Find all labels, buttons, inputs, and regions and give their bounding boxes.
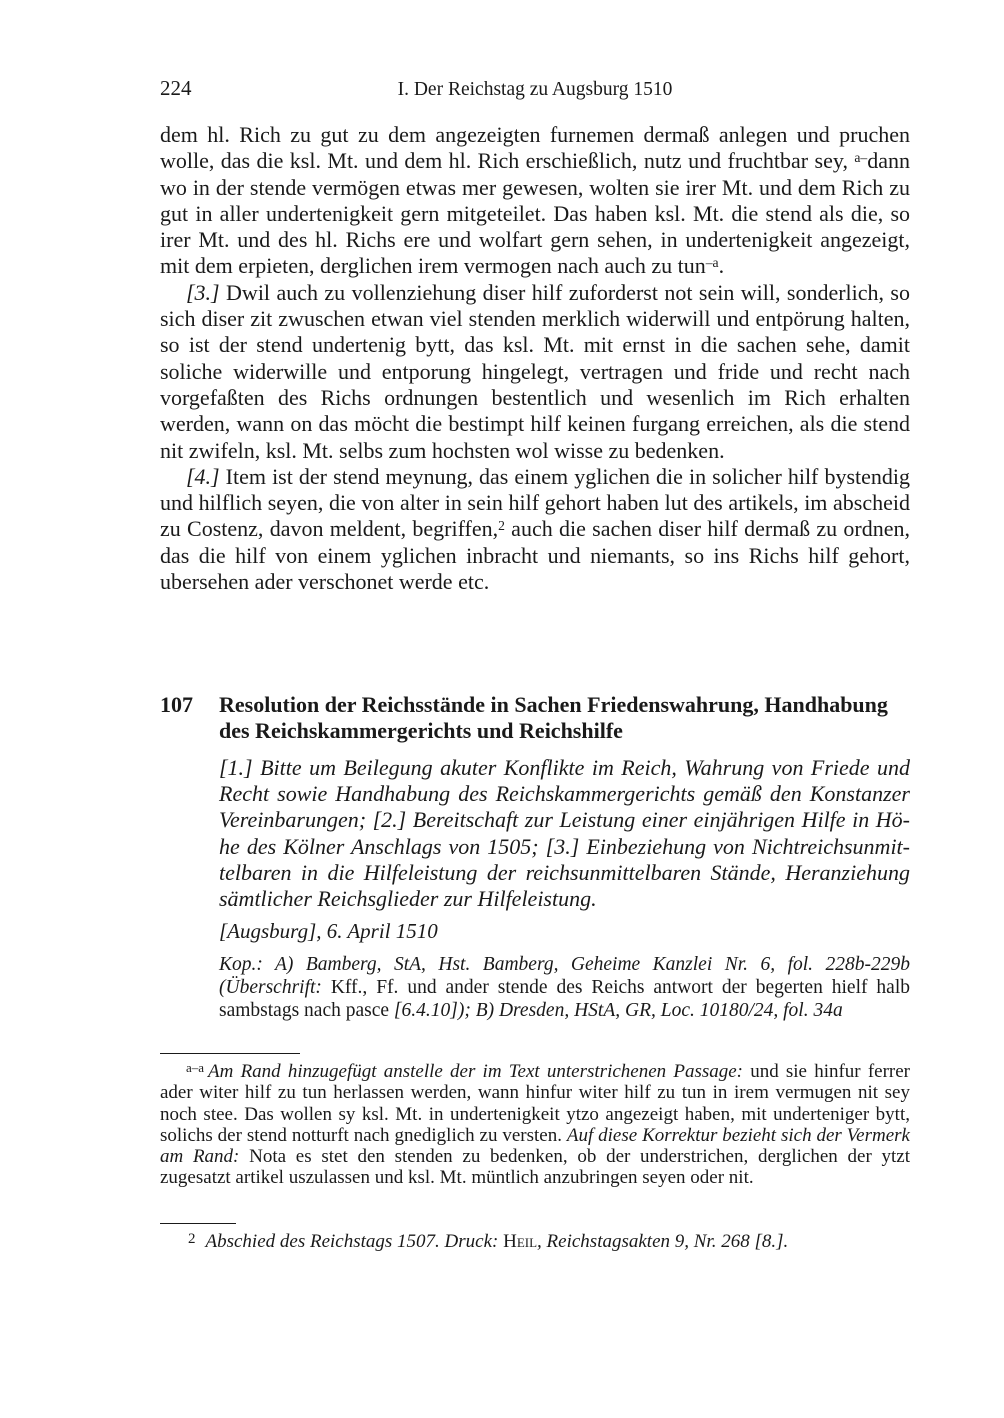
document-title: Resolution der Reichsstände in Sachen Friedenswahrung, Handhabung des Reichskammergerichts und Reichshilfe	[219, 692, 888, 743]
paragraph-text: Item ist der stend meynung, das einem yglichen die in solicher hilf bystendig und hilflich seyen, die von alter in sein hilf gehort haben lut des artikels, im abscheid zu Costenz, davon meldent, begriffen,	[160, 463, 910, 542]
footnote-italic: Am Rand hinzugefügt anstelle der im Text unterstrichenen Passage:	[208, 1061, 743, 1083]
main-text	[160, 122, 910, 595]
footnote-2	[160, 1229, 910, 1252]
footnote-italic: Abschied des Reichstags 1507. Druck:	[205, 1230, 504, 1252]
paragraph-text: .	[718, 253, 725, 279]
source-note	[219, 953, 910, 1022]
document-number: 107	[160, 692, 193, 717]
footnote-author: Heil	[503, 1230, 538, 1252]
footnote-marker: a–	[854, 150, 868, 166]
paragraph-text: dann wo in der stende vermögen etwas mer gewesen, wolten sie irer Mt. und dem Rich zu gut in aller undertenigkeit gern mitgeteilet. Das haben ksl. Mt. die stend als die, so irer Mt. und des hl. Richs ere und wolfart gern sehen, in undertenigkeit angezeigt, mit dem erpieten, derglichen irem vermogen nach auch zu tun	[160, 148, 910, 279]
source-italic: [6.4.10]); B) Dresden, HStA, GR, Loc. 10180/24, fol. 34a	[393, 1000, 843, 1021]
footnote-a	[160, 1057, 910, 1188]
running-header	[160, 76, 910, 106]
paragraph-text: auch die sachen diser hilf dermaß zu ordnen, das die hilf von einem yglichen inbracht und niemants, so ins Richs hilf gehort, ubersehen ader verschonet werde etc.	[160, 516, 910, 595]
paragraph-3	[160, 280, 910, 464]
footnote-text: und sie hinfur ferrer ader witer hilf zu tun herlassen werden, wann hinfur witer hilf zu tun in irem vermugen nit sey noch stee. Das wollen sy ksl. Mt. in undertenigkeit ytzo angezeigt haben, mit underteniger bytt, solichs der stend notturft nach gnediglich zu versten.	[160, 1061, 910, 1146]
paragraph-continuation	[160, 122, 910, 280]
footnote-divider	[160, 1053, 300, 1054]
document-date: [Augsburg], 6. April 1510	[219, 919, 438, 943]
running-title: I. Der Reichstag zu Augsburg 1510	[397, 79, 673, 100]
paragraph-text: Dwil auch zu vollenziehung diser hilf zuforderst not sein will, sonderlich, so sich diser zit zwuschen etwan viel stenden merklich widerwill und entpörung halten, so ist der stend undertenig bytt, das ksl. Mt. mit ernst in die sachen sehe, damit soliche widerwille und entporung hingelegt, vertragen und fride und recht nach vorgefaßten des Richs ordnungen bestentlich und wesenlich im Rich erhalten werden, wann on das möcht die bestimpt hilf keinen furgang erreichen, als die stend nit zwifeln, ksl. Mt. selbs zum hochsten wol wisse zu bedenken.	[160, 279, 910, 463]
section-number: [4.]	[186, 463, 220, 489]
page-number: 224	[160, 76, 192, 100]
footnote-divider	[160, 1223, 236, 1224]
footnote-mark: a–a	[186, 1060, 205, 1075]
footnote-text: Nota es stet den stenden zu bedenken, ob der understrichen, derglichen der ytzt zugesatzt artikel uszulassen und ksl. Mt. müntlich anzubringen seyen oder nit.	[160, 1146, 911, 1189]
paragraph-text: dem hl. Rich zu gut zu dem angezeigten furnemen dermaß anlegen und pruchen wolle, das die ksl. Mt. und dem hl. Rich erschießlich, nutz und fruchtbar sey,	[160, 122, 910, 174]
footnote-italic: Auf diese Korrektur bezieht sich der Vermerk am Rand:	[160, 1124, 910, 1167]
source-italic: Kop.: A) Bamberg, StA, Hst. Bamberg, Geheime Kanzlei Nr. 6, fol. 228b-229b (Überschrift:	[219, 954, 910, 998]
regest: [1.] Bitte um Beilegung akuter Konflikte im Reich, Wahrung von Friede und Recht sowie Handhabung des Reichskammergerichts gemäß den Konstanzer Vereinbarungen; [2.] Bereitschaft zur Leistung einer einjährigen Hilfe in Höhe des Kölner Anschlags von 1505; [3.] Einbeziehung von Nichtreichsunmittelbaren in die Hilfeleistung der reichsunmittelbaren Stände, Heranziehung sämtlicher Reichsglieder zur Hilfeleistung.	[219, 755, 910, 912]
paragraph-4	[160, 464, 910, 595]
footnote-mark: 2	[188, 1231, 196, 1247]
footnote-italic: , Reichstagsakten 9, Nr. 268 [8.].	[537, 1230, 789, 1252]
footnote-marker: –a	[705, 255, 719, 271]
footnote-marker: 2	[498, 518, 505, 534]
section-number: [3.]	[186, 279, 220, 305]
source-text: Kff., Ff. und ander stende des Reichs antwort der begerten hielf halb sambstags nach pasce	[219, 977, 910, 1021]
